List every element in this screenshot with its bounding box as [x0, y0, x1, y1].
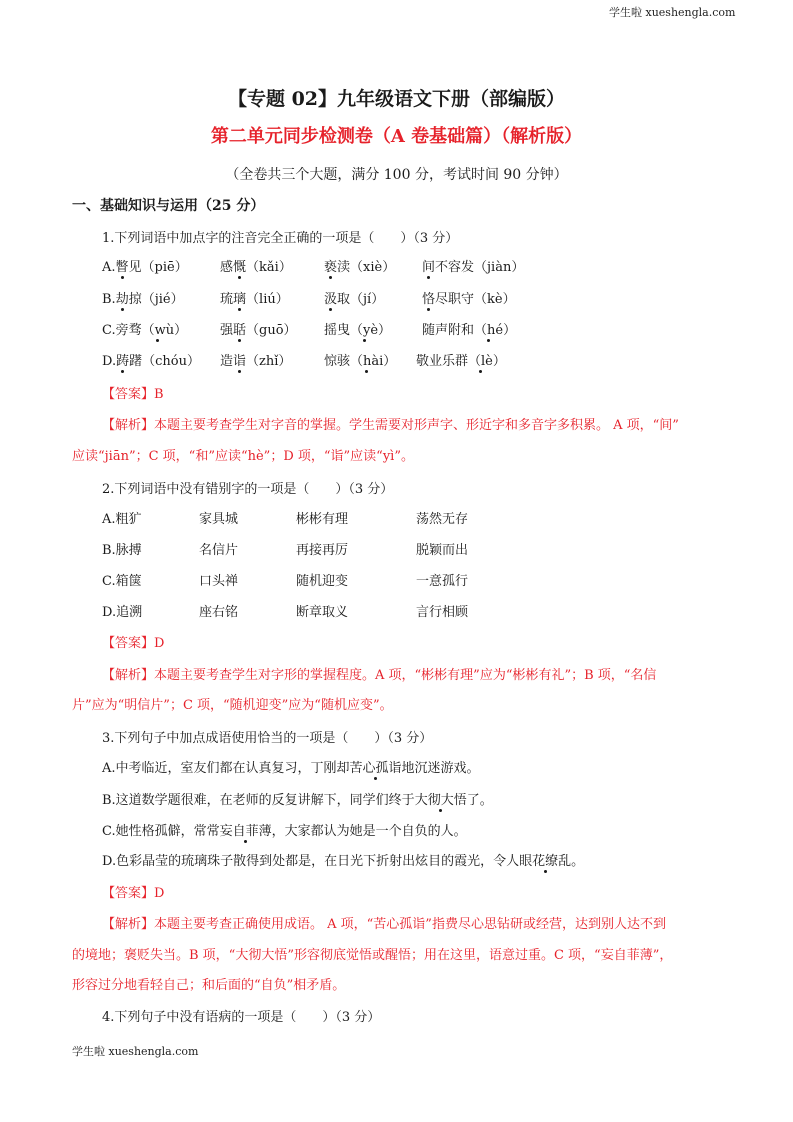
q3-option-d: D.色彩晶莹的琉璃珠子散得到处都是，在日光下折射出炫目的霞光，令人眼花缭乱。	[102, 854, 585, 869]
q2-option-b: B.脉搏	[102, 543, 142, 558]
footer-watermark: 学生啦 xueshengla.com	[72, 1045, 199, 1058]
q1-option-a-2: 感慨（kǎi）	[220, 260, 292, 275]
q2-option-d-4: 言行相顾	[416, 605, 469, 620]
q3-analysis-line1: 【解析】本题主要考查正确使用成语。 A 项，“苦心孤诣”指费尽心思钻研或经营，达到别人达不到	[102, 917, 666, 932]
q2-option-d-2: 座右铭	[199, 605, 239, 620]
header-watermark: 学生啦 xueshengla.com	[609, 6, 736, 19]
q2-option-b-3: 再接再厉	[296, 543, 349, 558]
question-2-stem: 2.下列词语中没有错别字的一项是（ ）（3 分）	[102, 482, 394, 497]
q2-option-b-2: 名信片	[199, 543, 239, 558]
q3-answer: 【答案】D	[102, 886, 165, 901]
exam-note: （全卷共三个大题，满分 100 分，考试时间 90 分钟）	[225, 167, 568, 183]
q1-analysis-line1: 【解析】本题主要考查学生对字音的掌握。学生需要对形声字、形近字和多音字多积累。 A 项，“间”	[102, 418, 679, 433]
page-subtitle: 第二单元同步检测卷（A 卷基础篇）（解析版）	[210, 126, 583, 147]
question-3-stem: 3.下列句子中加点成语使用恰当的一项是（ ）（3 分）	[102, 731, 433, 746]
q1-option-d-4: 敬业乐群（lè）	[416, 354, 506, 369]
q3-analysis-line3: 形容过分地看轻自己；和后面的“自负”相矛盾。	[72, 978, 346, 993]
q2-option-c-3: 随机迎变	[296, 574, 349, 589]
q2-option-c-4: 一意孤行	[416, 574, 469, 589]
q1-option-c: C.旁骛（wù）	[102, 323, 188, 338]
q1-analysis-line2: 应读“jiān”；C 项，“和”应读“hè”；D 项，“诣”应读“yì”。	[72, 449, 414, 464]
q1-option-b-3: 汲取（jí）	[324, 292, 385, 307]
q2-option-c: C.箱箧	[102, 574, 142, 589]
q1-option-c-2: 强聒（guō）	[220, 323, 297, 338]
q1-option-b: B.劫掠（jié）	[102, 292, 184, 307]
question-4-stem: 4.下列句子中没有语病的一项是（ ）（3 分）	[102, 1010, 381, 1025]
section-heading: 一、基础知识与运用（25 分）	[72, 198, 265, 214]
q2-answer: 【答案】D	[102, 636, 165, 651]
q1-option-b-4: 恪尽职守（kè）	[422, 292, 516, 307]
q1-option-d-2: 造诣（zhǐ）	[220, 354, 292, 369]
q1-answer: 【答案】B	[102, 387, 164, 402]
q2-option-a: A.粗犷	[102, 512, 142, 527]
q1-option-a-4: 间不容发（jiàn）	[422, 260, 525, 275]
q2-option-a-2: 家具城	[199, 512, 239, 527]
page-title: 【专题 02】九年级语文下册（部编版）	[227, 88, 566, 110]
q3-option-a: A.中考临近，室友们都在认真复习，丁刚却苦心孤诣地沉迷游戏。	[102, 761, 480, 776]
q1-option-d-3: 惊骇（hài）	[324, 354, 397, 369]
q2-option-c-2: 口头禅	[199, 574, 239, 589]
q2-option-d-3: 断章取义	[296, 605, 349, 620]
q1-option-a-3: 亵渎（xiè）	[324, 260, 396, 275]
q3-option-b: B.这道数学题很难，在老师的反复讲解下，同学们终于大彻大悟了。	[102, 793, 493, 808]
q1-option-d: D.踌躇（chóu）	[102, 354, 200, 369]
q3-option-c: C.她性格孤僻，常常妄自菲薄，大家都认为她是一个自负的人。	[102, 824, 467, 839]
q2-option-a-3: 彬彬有理	[296, 512, 349, 527]
question-1-stem: 1.下列词语中加点字的注音完全正确的一项是（ ）（3 分）	[102, 231, 459, 246]
q2-analysis-line2: 片”应为“明信片”；C 项，“随机迎变”应为“随机应变”。	[72, 698, 393, 713]
q2-option-d: D.追溯	[102, 605, 143, 620]
q2-option-a-4: 荡然无存	[416, 512, 469, 527]
q3-analysis-line2: 的境地；褒贬失当。B 项，“大彻大悟”形容彻底觉悟或醒悟；用在这里，语意过重。C 项，“妄自菲薄”，	[72, 948, 673, 963]
q2-analysis-line1: 【解析】本题主要考查学生对字形的掌握程度。A 项，“彬彬有理”应为“彬彬有礼”；B 项，“名信	[102, 668, 657, 683]
q1-option-c-4: 随声附和（hé）	[422, 323, 517, 338]
q1-option-b-2: 琉璃（liú）	[220, 292, 289, 307]
q1-option-a: A.瞥见（piē）	[102, 260, 188, 275]
q1-option-c-3: 摇曳（yè）	[324, 323, 392, 338]
q2-option-b-4: 脱颖而出	[416, 543, 469, 558]
